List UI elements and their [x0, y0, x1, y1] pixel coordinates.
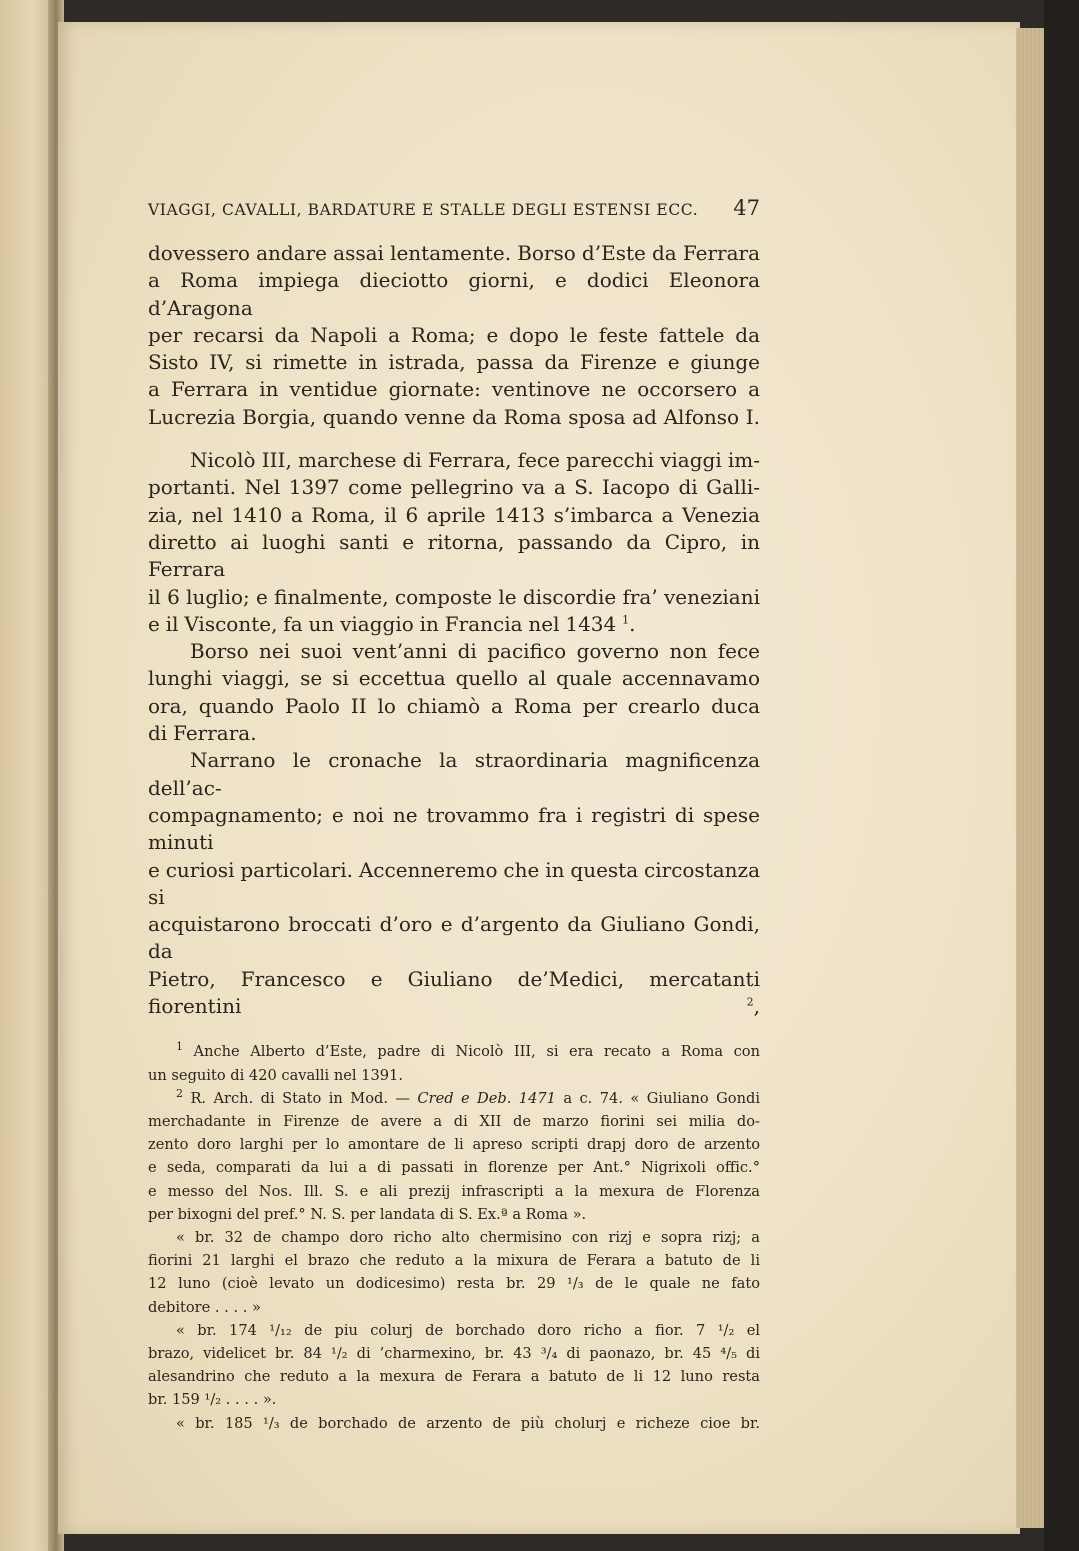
text-line: a Roma impiega dieciotto giorni, e dodici Eleonora d’Aragona	[148, 268, 760, 320]
quote-line: brazo, videlicet br. 84 ¹/₂ di ’charmexino, br. 43 ³/₄ di paonazo, br. 45 ⁴/₅ di	[148, 1344, 760, 1362]
text-span: a c. 74. « Giuliano Gondi	[555, 1089, 760, 1107]
text-line: compagnamento; e noi ne trovammo fra i registri di spese minuti	[148, 802, 760, 855]
text-line: a Ferrara in ventidue giornate: ventinove ne occorsero a	[148, 377, 760, 402]
footnote-line: e messo del Nos. Ill. S. e ali prezij infrascripti a la mexura de Florenza	[148, 1182, 760, 1200]
text-line: per recarsi da Napoli a Roma; e dopo le feste fattele da	[148, 322, 760, 347]
text-line: il 6 luglio; e finalmente, composte le discordie fra’ veneziani	[148, 584, 760, 609]
quote-line: fiorini 21 larghi el brazo che reduto a la mixura de Ferara a batuto de li	[148, 1252, 760, 1270]
footnote-line: un seguito di 420 cavalli nel 1391.	[148, 1066, 403, 1084]
quote-line: « br. 185 ¹/₃ de borchado de arzento de più cholurj e richeze cioe br.	[176, 1414, 760, 1432]
quote-line: « br. 32 de champo doro richo alto chermisino con rizj e sopra rizj; a	[176, 1228, 760, 1246]
footnote-line: merchadante in Firenze de avere a di XII de marzo fiorini sei milia do-	[148, 1112, 760, 1130]
citation-title: Cred e Deb. 1471	[417, 1089, 556, 1107]
paragraph-2	[148, 447, 760, 638]
text-span: Pietro, Francesco e Giuliano de’Medici, mercatanti fiorentini	[148, 966, 760, 1019]
text-line	[148, 611, 760, 638]
punctuation: ,	[753, 994, 760, 1019]
text-line: dovessero andare assai lentamente. Borso d’Este da Ferrara	[148, 241, 760, 265]
footnote-line	[148, 1040, 760, 1063]
text-line: Borso nei suoi vent’anni di pacifico governo non fece	[190, 639, 760, 664]
quote-line: debitore . . . . »	[148, 1298, 261, 1316]
footnote-line: zento doro larghi per lo amontare de li apreso scripti drapj doro de arzento	[148, 1136, 760, 1154]
footnote-mark: 2	[176, 1086, 183, 1100]
running-head-title: VIAGGI, CAVALLI, BARDATURE E STALLE DEGLI ESTENSI ECC.	[148, 201, 699, 219]
footnotes	[148, 1040, 760, 1434]
quote-line: 12 luno (cioè levato un dodicesimo) resta br. 29 ¹/₃ de le quale ne fato	[148, 1275, 760, 1293]
text-line: Lucrezia Borgia, quando venne da Roma sposa ad Alfonso I.	[148, 404, 760, 429]
paragraph-1	[148, 240, 760, 431]
quote-line: alesandrino che reduto a la mexura de Ferara a batuto de li 12 luno resta	[148, 1368, 760, 1386]
footnote-mark: 1	[176, 1040, 183, 1054]
paragraph-4	[148, 747, 760, 1020]
paragraph-3	[148, 638, 760, 747]
text-line: di Ferrara.	[148, 721, 257, 746]
text-line: diretto ai luoghi santi e ritorna, passando da Cipro, in Ferrara	[148, 529, 760, 582]
page-number: 47	[733, 196, 760, 220]
footnote-line	[148, 1087, 760, 1110]
page-stack-edge	[1016, 28, 1044, 1528]
page-content	[148, 196, 760, 1435]
text-line: e curiosi particolari. Accenneremo che in questa circostanza si	[148, 857, 760, 909]
text-span: e il Visconte, fa un viaggio in Francia nel 1434	[148, 611, 617, 636]
text-line: portanti. Nel 1397 come pellegrino va a S. Iacopo di Galli-	[148, 475, 760, 500]
text-line: ora, quando Paolo II lo chiamò a Roma per crearlo duca	[148, 693, 760, 718]
text-span: R. Arch. di Stato in Mod. —	[190, 1089, 418, 1107]
footnote-ref-1: 1	[622, 613, 630, 627]
text-line: zia, nel 1410 a Roma, il 6 aprile 1413 s’imbarca a Venezia	[148, 502, 760, 527]
quote-line: br. 159 ¹/₂ . . . . ».	[148, 1391, 277, 1409]
text-line: Narrano le cronache la straordinaria magnificenza dell’ac-	[148, 748, 760, 800]
text-line: lunghi viaggi, se si eccettua quello al quale accennavamo	[148, 666, 760, 691]
text-line: acquistarono broccati d’oro e d’argento da Giuliano Gondi, da	[148, 912, 760, 964]
text-line	[148, 966, 760, 1021]
footnote-line: e seda, comparati da lui a di passati in florenze per Ant.° Nigrixoli offic.°	[148, 1159, 760, 1177]
text-line: Sisto IV, si rimette in istrada, passa da Firenze e giunge	[148, 350, 760, 375]
quote-line: « br. 174 ¹/₁₂ de piu colurj de borchado doro richo a fior. 7 ¹/₂ el	[176, 1321, 760, 1339]
footnote-line: per bixogni del pref.° N. S. per landata di S. Ex.ª a Roma ».	[148, 1205, 587, 1223]
text-span: Anche Alberto d’Este, padre di Nicolò III, si era recato a Roma con	[193, 1043, 760, 1061]
footnote-ref-2: 2	[746, 995, 754, 1009]
scan-background	[1044, 0, 1079, 1551]
punctuation: .	[629, 611, 636, 636]
running-head	[148, 196, 760, 220]
text-line: Nicolò III, marchese di Ferrara, fece parecchi viaggi im-	[190, 448, 760, 473]
